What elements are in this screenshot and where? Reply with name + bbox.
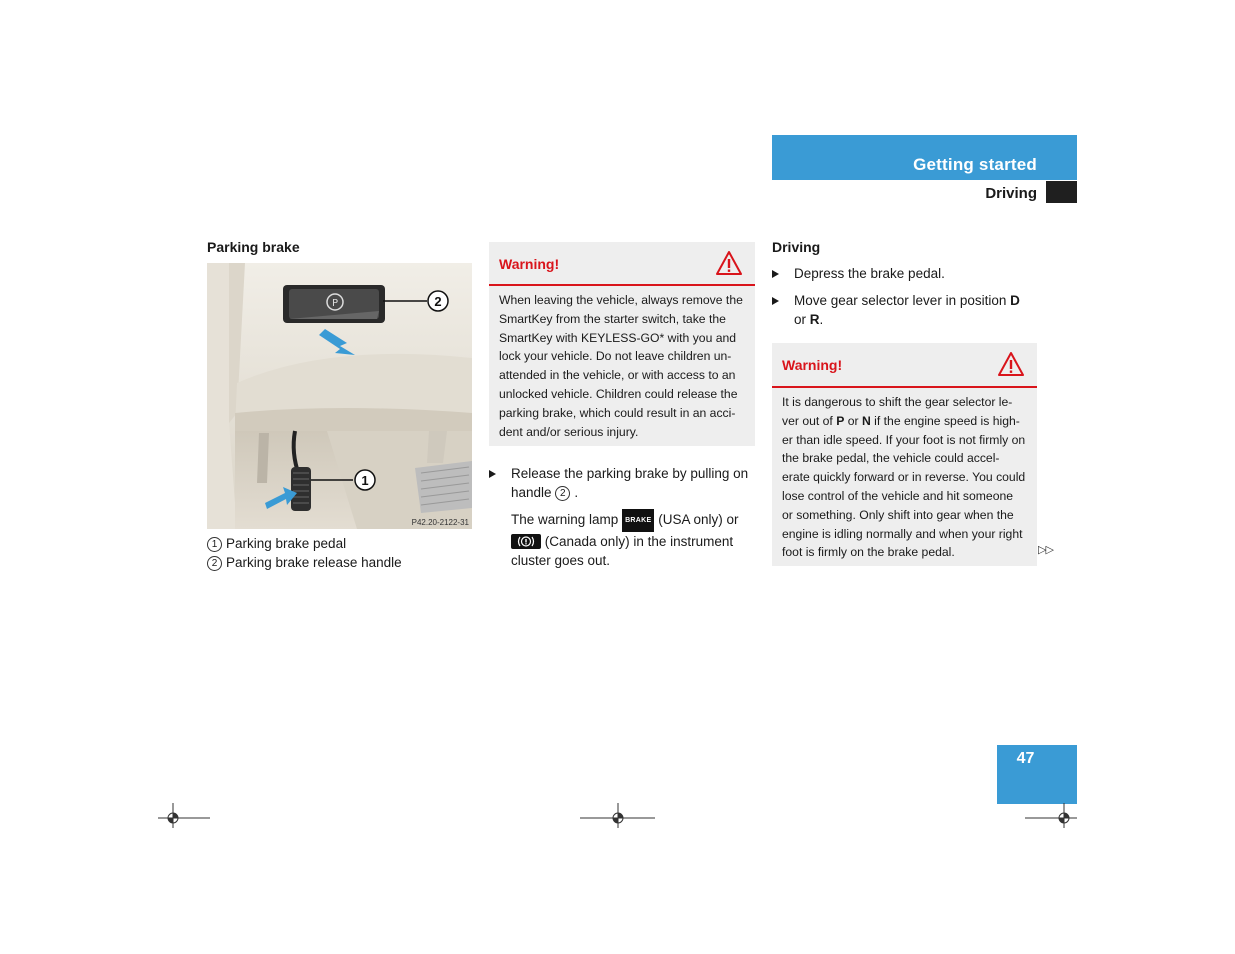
parking-brake-heading: Parking brake <box>207 239 300 255</box>
parking-brake-lamp-icon <box>511 534 541 549</box>
gear-warning-box <box>772 343 1037 566</box>
driving-heading: Driving <box>772 239 821 255</box>
page-number: 47 <box>1016 750 1035 767</box>
warning-title: Warning! <box>782 357 843 373</box>
callout-2-label: 2 <box>434 294 442 309</box>
warning-lamp-note: The warning lamp BRAKE (USA only) or (Canada only) in the instrument cluster goes out. <box>489 509 755 570</box>
legend-item-text: Parking brake release handle <box>226 555 402 570</box>
chapter-title: Getting started <box>913 155 1037 174</box>
warning-text: When leaving the vehicle, always remove the SmartKey from the starter switch, take the SmartKey with KEYLESS-GO* with you and lock your vehicle. Do not leave children un-attended in the vehicle, or with access to an unlocked vehicle. Children could release the parking brake, which could result in an acci-dent and/or serious injury. <box>499 293 743 439</box>
parking-brake-figure <box>207 263 472 529</box>
parking-warning-box <box>489 242 755 446</box>
warning-title: Warning! <box>499 256 560 272</box>
brake-lamp-icon: BRAKE <box>622 509 654 532</box>
bullet-arrow-icon <box>772 297 779 305</box>
figure-code: P42.20-2122-31 <box>411 518 469 527</box>
warning-text: It is dangerous to shift the gear selector le-ver out of P or N if the engine speed is high-er than idle speed. If your foot is not firmly on the brake pedal, the vehicle could accel-erate quickly forward or in reverse. You could lose control of the vehicle and hit someone or something. Only shift into gear when the engine is idling normally and when your right foot is firmly on the brake pedal. <box>782 395 1026 560</box>
section-marker-block <box>1046 181 1077 203</box>
callout-1-label: 1 <box>361 473 369 488</box>
continued-marker: ▷▷ <box>1038 544 1053 556</box>
page-number-tab <box>997 745 1077 804</box>
parking-brake-illustration <box>207 263 472 529</box>
crop-mark-left <box>155 800 215 830</box>
legend-item: 1 Parking brake pedal <box>207 534 402 553</box>
step-depress-brake: Depress the brake pedal. <box>772 264 1042 283</box>
section-title: Driving <box>985 185 1037 202</box>
legend-item-text: Parking brake pedal <box>226 536 347 551</box>
svg-text:P: P <box>331 298 339 309</box>
chapter-header-bar <box>772 135 1077 180</box>
crop-mark-center <box>578 800 658 830</box>
crop-mark-right <box>1022 800 1082 830</box>
warning-triangle-icon <box>997 351 1025 377</box>
handle-ref: 2 <box>555 486 570 501</box>
figure-legend <box>207 534 402 572</box>
warning-triangle-icon <box>715 250 743 276</box>
bullet-arrow-icon <box>772 270 779 278</box>
step-move-selector: Move gear selector lever in position D or R. <box>772 291 1042 329</box>
bullet-arrow-icon <box>489 470 496 478</box>
legend-item: 2 Parking brake release handle <box>207 553 402 572</box>
step-release-parking-brake: Release the parking brake by pulling on handle 2 . <box>489 464 755 502</box>
